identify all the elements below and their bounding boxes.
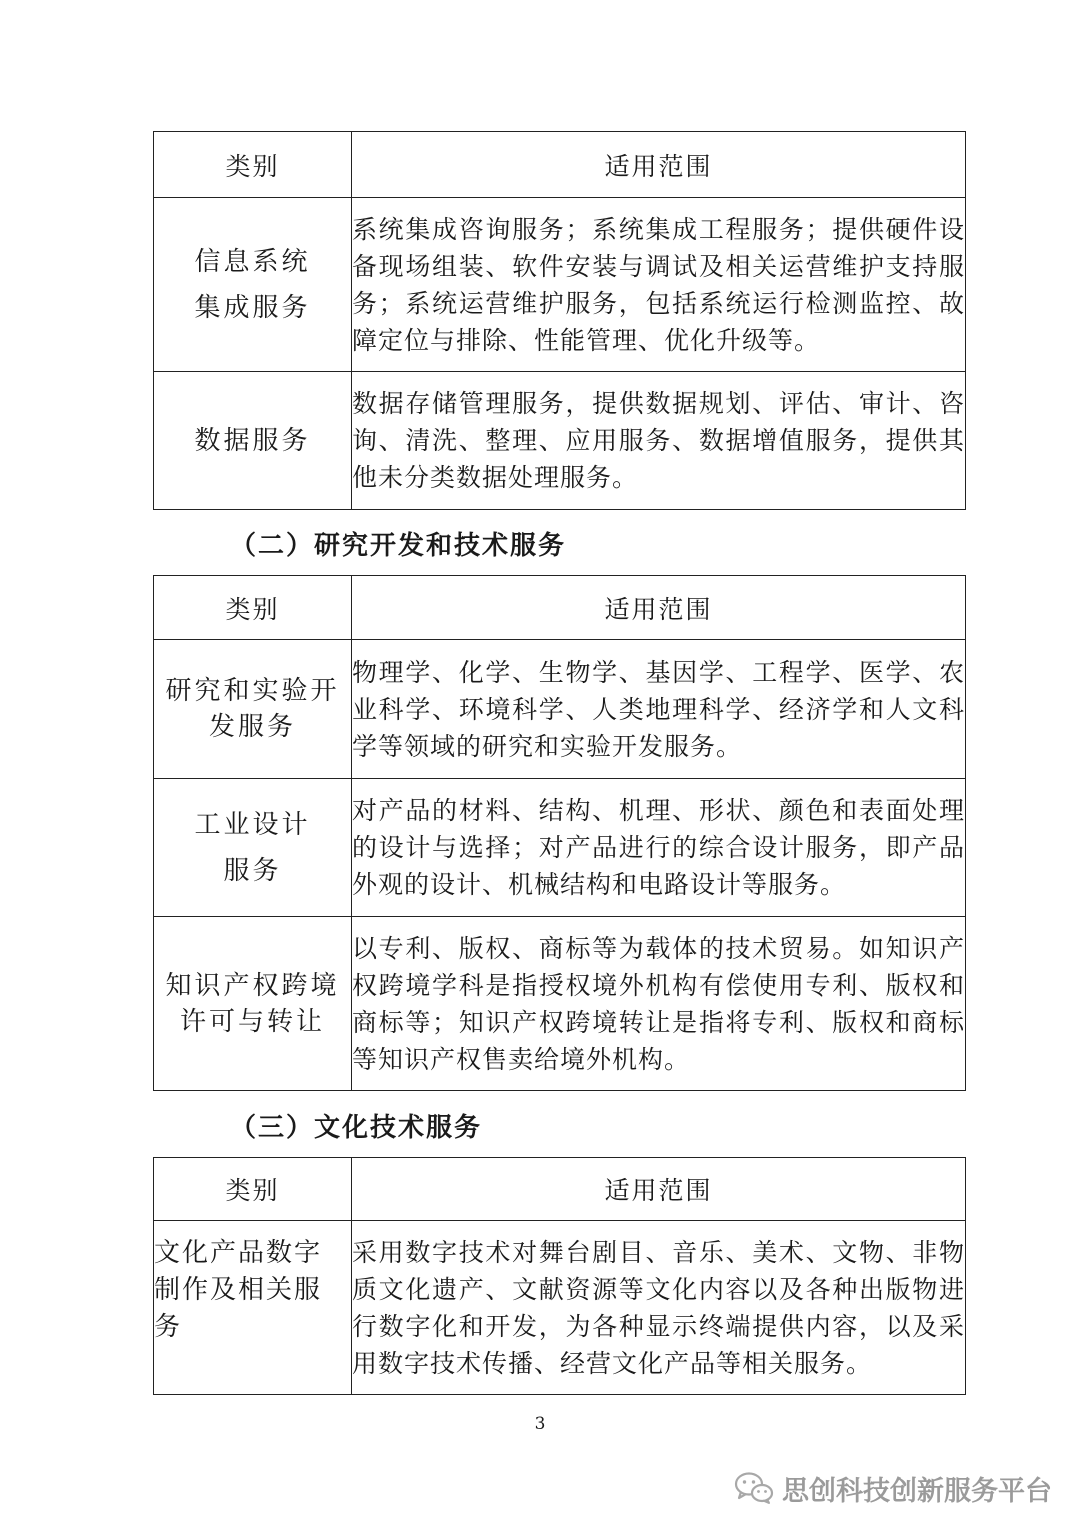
scope-cell: 采用数字技术对舞台剧目、音乐、美术、文物、非物质文化遗产、文献资源等文化内容以及各种出版物进行数字化和开发，为各种显示终端提供内容，以及采用数字技术传播、经营文化产品等相关服务。	[352, 1221, 966, 1395]
table-row	[154, 779, 966, 917]
category-cell	[154, 372, 352, 510]
category-line: 信息系统	[194, 246, 311, 277]
category-table-2	[153, 575, 966, 1091]
table-header-row	[154, 576, 966, 640]
page-number: 3	[534, 1414, 546, 1434]
category-line: 文化产品数字	[154, 1238, 323, 1268]
table-row	[154, 372, 966, 510]
category-line: 研究和实验开	[165, 676, 340, 706]
table-header-row	[154, 1158, 966, 1221]
header-scope: 适用范围	[352, 1158, 966, 1221]
category-line: 制作及相关服	[154, 1275, 323, 1305]
header-scope: 适用范围	[352, 132, 966, 198]
table-header-row	[154, 132, 966, 198]
category-cell	[154, 1221, 352, 1395]
category-cell	[154, 779, 352, 917]
section-heading-3: （三）文化技术服务	[230, 1113, 483, 1143]
category-cell	[154, 640, 352, 779]
wechat-icon	[734, 1471, 774, 1505]
scope-cell: 对产品的材料、结构、机理、形状、颜色和表面处理的设计与选择；对产品进行的综合设计服务，即产品外观的设计、机械结构和电路设计等服务。	[352, 779, 966, 917]
category-line: 许可与转让	[179, 1006, 325, 1037]
table-row	[154, 198, 966, 372]
header-category: 类别	[154, 576, 352, 640]
category-line: 集成服务	[194, 292, 311, 323]
category-line: 发服务	[208, 712, 296, 742]
table-row	[154, 1221, 966, 1395]
watermark	[734, 1468, 1052, 1508]
category-line: 知识产权跨境	[165, 970, 340, 1001]
category-table-3	[153, 1157, 966, 1395]
category-cell	[154, 198, 352, 372]
header-category: 类别	[154, 132, 352, 198]
header-scope: 适用范围	[352, 576, 966, 640]
scope-cell: 系统集成咨询服务；系统集成工程服务；提供硬件设备现场组装、软件安装与调试及相关运营维护支持服务；系统运营维护服务，包括系统运行检测监控、故障定位与排除、性能管理、优化升级等。	[352, 198, 966, 372]
category-line: 服务	[223, 855, 282, 886]
watermark-text: 思创科技创新服务平台	[782, 1475, 1052, 1507]
category-table-1	[153, 131, 966, 510]
category-line: 工业设计	[194, 809, 311, 840]
table-row	[154, 917, 966, 1091]
header-category: 类别	[154, 1158, 352, 1221]
scope-cell: 数据存储管理服务，提供数据规划、评估、审计、咨询、清洗、整理、应用服务、数据增值服务，提供其他未分类数据处理服务。	[352, 372, 966, 510]
table-row	[154, 640, 966, 779]
scope-cell: 以专利、版权、商标等为载体的技术贸易。如知识产权跨境学科是指授权境外机构有偿使用专利、版权和商标等；知识产权跨境转让是指将专利、版权和商标等知识产权售卖给境外机构。	[352, 917, 966, 1091]
scope-cell: 物理学、化学、生物学、基因学、工程学、医学、农业科学、环境科学、人类地理科学、经济学和人文科学等领域的研究和实验开发服务。	[352, 640, 966, 779]
category-line: 务	[154, 1312, 183, 1342]
category-cell	[154, 917, 352, 1091]
category-line: 数据服务	[194, 425, 311, 456]
section-heading-2: （二）研究开发和技术服务	[230, 531, 567, 561]
